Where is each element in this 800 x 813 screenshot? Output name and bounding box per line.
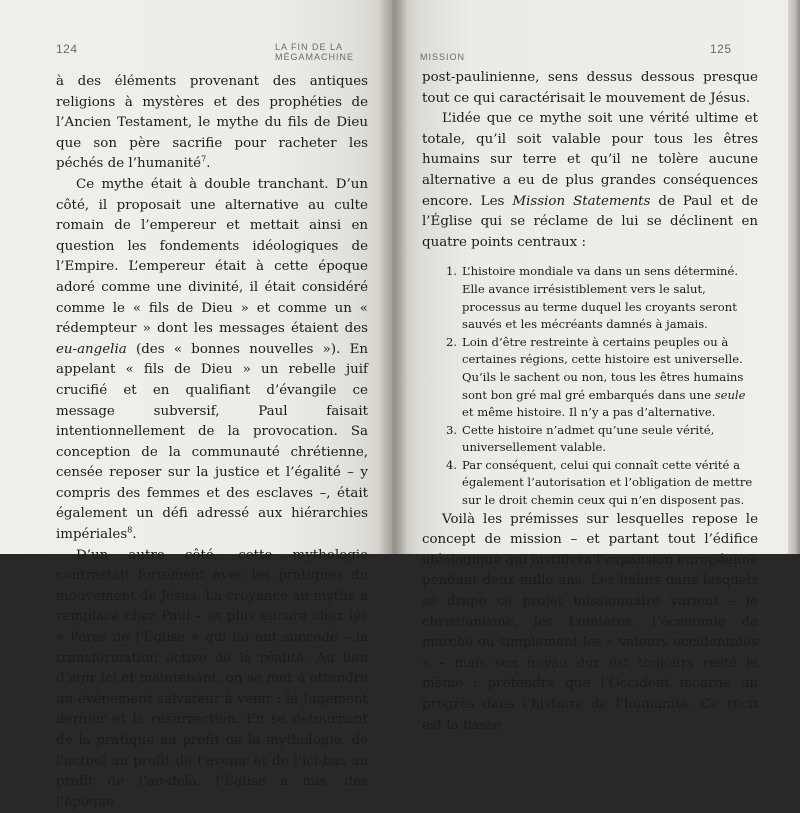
text-run: Ce mythe était à double tranchant. D’un côté, il proposait une alternative au culte romain de l’empereur et mettait ainsi en question les fondements idéologiques de l’Empire. L’empereur était à cette époque adoré comme une divinité, il était considéré comme le « fils de Dieu » et comme un « rédempteur » dont les messages étaient des bbox=[56, 176, 368, 337]
right-paragraph-3 bbox=[422, 510, 758, 737]
list-item-number: 4. bbox=[446, 457, 458, 472]
text-run: de Paul et de l’Église qui se réclame de lui se déclinent en quatre points centraux : bbox=[422, 193, 758, 250]
text-run: (des « bonnes nouvelles »). En appelant « fils de Dieu » un rebelle juif crucifié et en qualifiant d’évangile ce message subversif, Paul faisait intentionnellement de la provocation. Sa conception de la communauté chrétienne, censée reposer sur la justice et l’égalité – y compris des femmes et des esclaves –, était également un défi adressé aux hiérarchies impériales bbox=[56, 341, 368, 543]
left-paragraph-2 bbox=[56, 175, 368, 546]
text-run: Loin d’être restreinte à certains peuples ou à certaines régions, cette histoire est universelle. Qu’ils le sachent ou non, tous les êtres humains sont bon gré mal gré embarqués dans une bbox=[462, 334, 744, 402]
list-item-number: 2. bbox=[446, 334, 458, 349]
list-item-text bbox=[462, 423, 714, 455]
list-item bbox=[422, 422, 758, 457]
page-edge bbox=[788, 0, 800, 554]
footnote-marker: 8 bbox=[127, 525, 133, 535]
text-run: D’un autre côté, cette mythologie contrastait fortement avec les pratiques du mouvement de Jésus. La croyance au mythe a remplacé chez Paul – et plus encore chez les « Pères de l’Église » qui lui ont succédé – la transformation active de la réalité. Au lieu d’agir ici et maintenant, on se met à attendre un événement salvateur à venir : le Jugement dernier et la résurrection. En se détournant de la pratique au profit de la mythologie, de l’actuel au profit de l’avenir et de l’ici-bas au profit de l’au-delà, l’Église a mis, dès l’époque bbox=[56, 547, 368, 810]
text-run: Voilà les prémisses sur lesquelles repose le concept de mission – et partant tout l’édifice idéologique qui justifiera l’expansion européenne pendant deux mille ans. Les habits dans lesquels se drape ce projet missionnaire varient – le christianisme, les Lumières, l’économie de marché ou simplement les « valeurs occidentales » – mais son noyau dur est toujours resté le même : prétendre que l’Occident incarne un progrès dans l’histoire de l’humanité. Ce récit est la basse bbox=[422, 511, 758, 733]
list-item-number: 1. bbox=[446, 264, 458, 279]
list-item bbox=[422, 263, 758, 333]
list-item bbox=[422, 334, 758, 422]
text-run: L’idée que ce mythe soit une vérité ultime et totale, qu’il soit valable pour tous les êtres humains sur terre et qu’il ne tolère aucune alternative a eu de plus grandes conséquences encore. Les bbox=[422, 111, 758, 209]
left-body-text bbox=[56, 72, 368, 813]
text-run: Cette histoire n’admet qu’une seule vérité, universellement valable. bbox=[462, 422, 715, 455]
list-item-text bbox=[462, 335, 746, 419]
left-paragraph-3 bbox=[56, 546, 368, 813]
text-run: Par conséquent, celui qui connaît cette vérité a également l’autorisation et l’obligation de mettre sur le droit chemin ceux qui n’en disposent pas. bbox=[462, 457, 753, 508]
text-run: . bbox=[206, 156, 211, 172]
left-paragraph-1 bbox=[56, 72, 368, 175]
italic-text-run: eu-angelia bbox=[56, 341, 127, 357]
text-run: . bbox=[132, 527, 137, 543]
text-run: à des éléments provenant des antiques religions à mystères et des prophéties de l’Ancien Testament, le mythe du fils de Dieu que son père sacrifie pour racheter les péchés de l’humanité bbox=[56, 74, 368, 172]
running-head-right: MISSION bbox=[420, 52, 466, 62]
left-page bbox=[0, 0, 392, 810]
right-page bbox=[392, 0, 788, 733]
list-item-text bbox=[462, 458, 752, 507]
italic-text-run: Mission Statements bbox=[512, 193, 651, 209]
italic-text-run: seule bbox=[714, 387, 746, 402]
mission-points-list bbox=[422, 263, 758, 509]
footnote-marker: 7 bbox=[201, 154, 207, 164]
text-run: L’histoire mondiale va dans un sens déterminé. Elle avance irrésistiblement vers le salut, processus au terme duquel les croyants seront sauvés et les mécréants damnés à jamais. bbox=[462, 264, 739, 332]
list-item-number: 3. bbox=[446, 422, 458, 437]
list-item-text bbox=[462, 264, 738, 331]
page-number-right: 125 bbox=[710, 42, 732, 56]
right-paragraph-2 bbox=[422, 109, 758, 253]
text-run: post-paulinienne, sens dessus dessous presque tout ce qui caractérisait le mouvement de Jésus. bbox=[422, 70, 758, 106]
list-item bbox=[422, 457, 758, 510]
right-paragraph-1 bbox=[422, 68, 758, 109]
right-body-text bbox=[422, 68, 758, 736]
running-head-left: LA FIN DE LA MÉGAMACHINE bbox=[275, 42, 355, 62]
text-run: et même histoire. Il n’y a pas d’alternative. bbox=[462, 405, 716, 420]
page-number-left: 124 bbox=[56, 42, 78, 56]
